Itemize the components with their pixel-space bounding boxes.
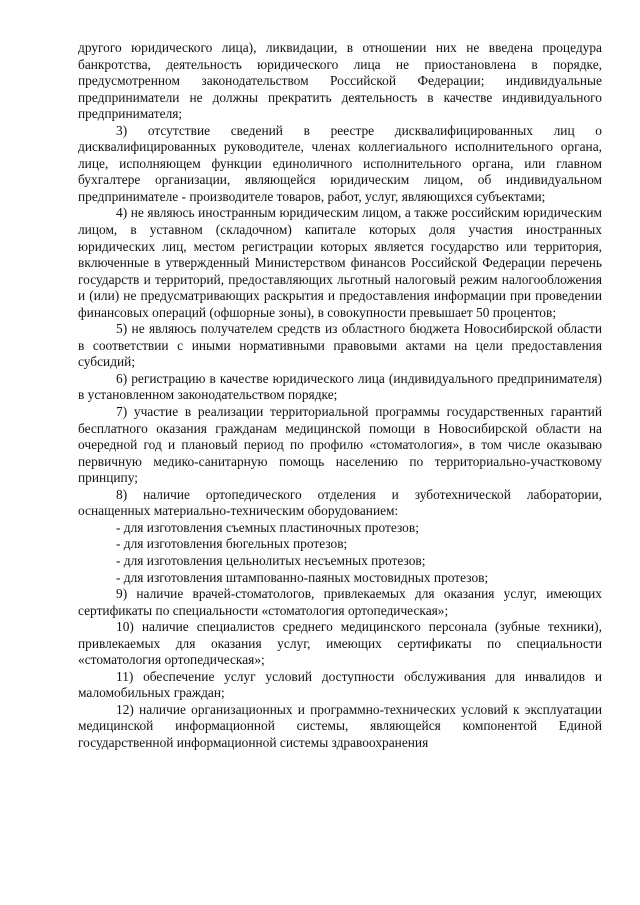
paragraph-item-4: 4) не являюсь иностранным юридическим лицом, а также российским юридическим лицом, в уставном (складочном) капитале которых доля участия иностранных юридических лиц, местом регистрации которых является государство или территория, включенные в утвержденный Министерством финансов Российской Федерации перечень государств и территорий, предоставляющих льготный налоговый режим налогообложения и (или) не предусматривающих раскрытия и предоставления информации при проведении финансовых операций (офшорные зоны), в совокупности превышает 50 процентов; (78, 205, 602, 320)
paragraph-item-9: 9) наличие врачей-стоматологов, привлекаемых для оказания услуг, имеющих сертификаты по специальности «стоматология ортопедическая»; (78, 586, 602, 618)
paragraph-item-6: 6) регистрацию в качестве юридического лица (индивидуального предпринимателя) в установленном законодательством порядке; (78, 370, 602, 403)
paragraph-item-7: 7) участие в реализации территориальной программы государственных гарантий бесплатного оказания гражданам медицинской помощи в Новосибирской области на очередной год и плановый период по профилю «стоматология», в том числе оказываю первичную медико-санитарную помощь населению по территориально-участковому принципу; (78, 404, 602, 486)
paragraph-item-3: 3) отсутствие сведений в реестре дисквалифицированных лиц о дисквалифицированных руководителе, членах коллегиального исполнительного органа, лице, исполняющем функции единоличного исполнительного органа, или главном бухгалтере организации, являющейся юридическим лицом, об индивидуальном предпринимателе - производителе товаров, работ, услуг, являющихся субъектами; (78, 122, 602, 204)
paragraph-item-5: 5) не являюсь получателем средств из областного бюджета Новосибирской области в соответствии с иными нормативными правовыми актами на цели предоставления субсидий; (78, 321, 602, 370)
paragraph-item-12: 12) наличие организационных и программно-технических условий к эксплуатации медицинской информационной системы, являющейся компонентой Единой государственной информационной системы здравоохранения (78, 701, 602, 750)
paragraph-item-11: 11) обеспечение услуг условий доступности обслуживания для инвалидов и маломобильных граждан; (78, 668, 602, 701)
list-item-clasp-dentures: - для изготовления бюгельных протезов; (116, 536, 348, 552)
paragraph-item-10: 10) наличие специалистов среднего медицинского персонала (зубные техники), привлекаемых для оказания услуг, имеющих сертификаты по специальности «стоматология ортопедическая»; (78, 619, 602, 668)
list-item-removable-dentures: - для изготовления съемных пластиночных протезов; (116, 519, 419, 535)
list-item-cast-fixed-dentures: - для изготовления цельнолитых несъемных протезов; (116, 552, 426, 568)
paragraph-continuation: другого юридического лица), ликвидации, в отношении них не введена процедура банкротства, деятельность юридического лица не приостановлена в порядке, предусмотренном законодательством Российской Федерации; индивидуальные предприниматели не должны прекратить деятельность в качестве индивидуального предпринимателя; (78, 40, 602, 122)
paragraph-item-8: 8) наличие ортопедического отделения и зуботехнической лаборатории, оснащенных материально-техническим оборудованием: (78, 486, 602, 519)
list-item-stamped-bridges: - для изготовления штампованно-паяных мостовидных протезов; (116, 569, 489, 585)
